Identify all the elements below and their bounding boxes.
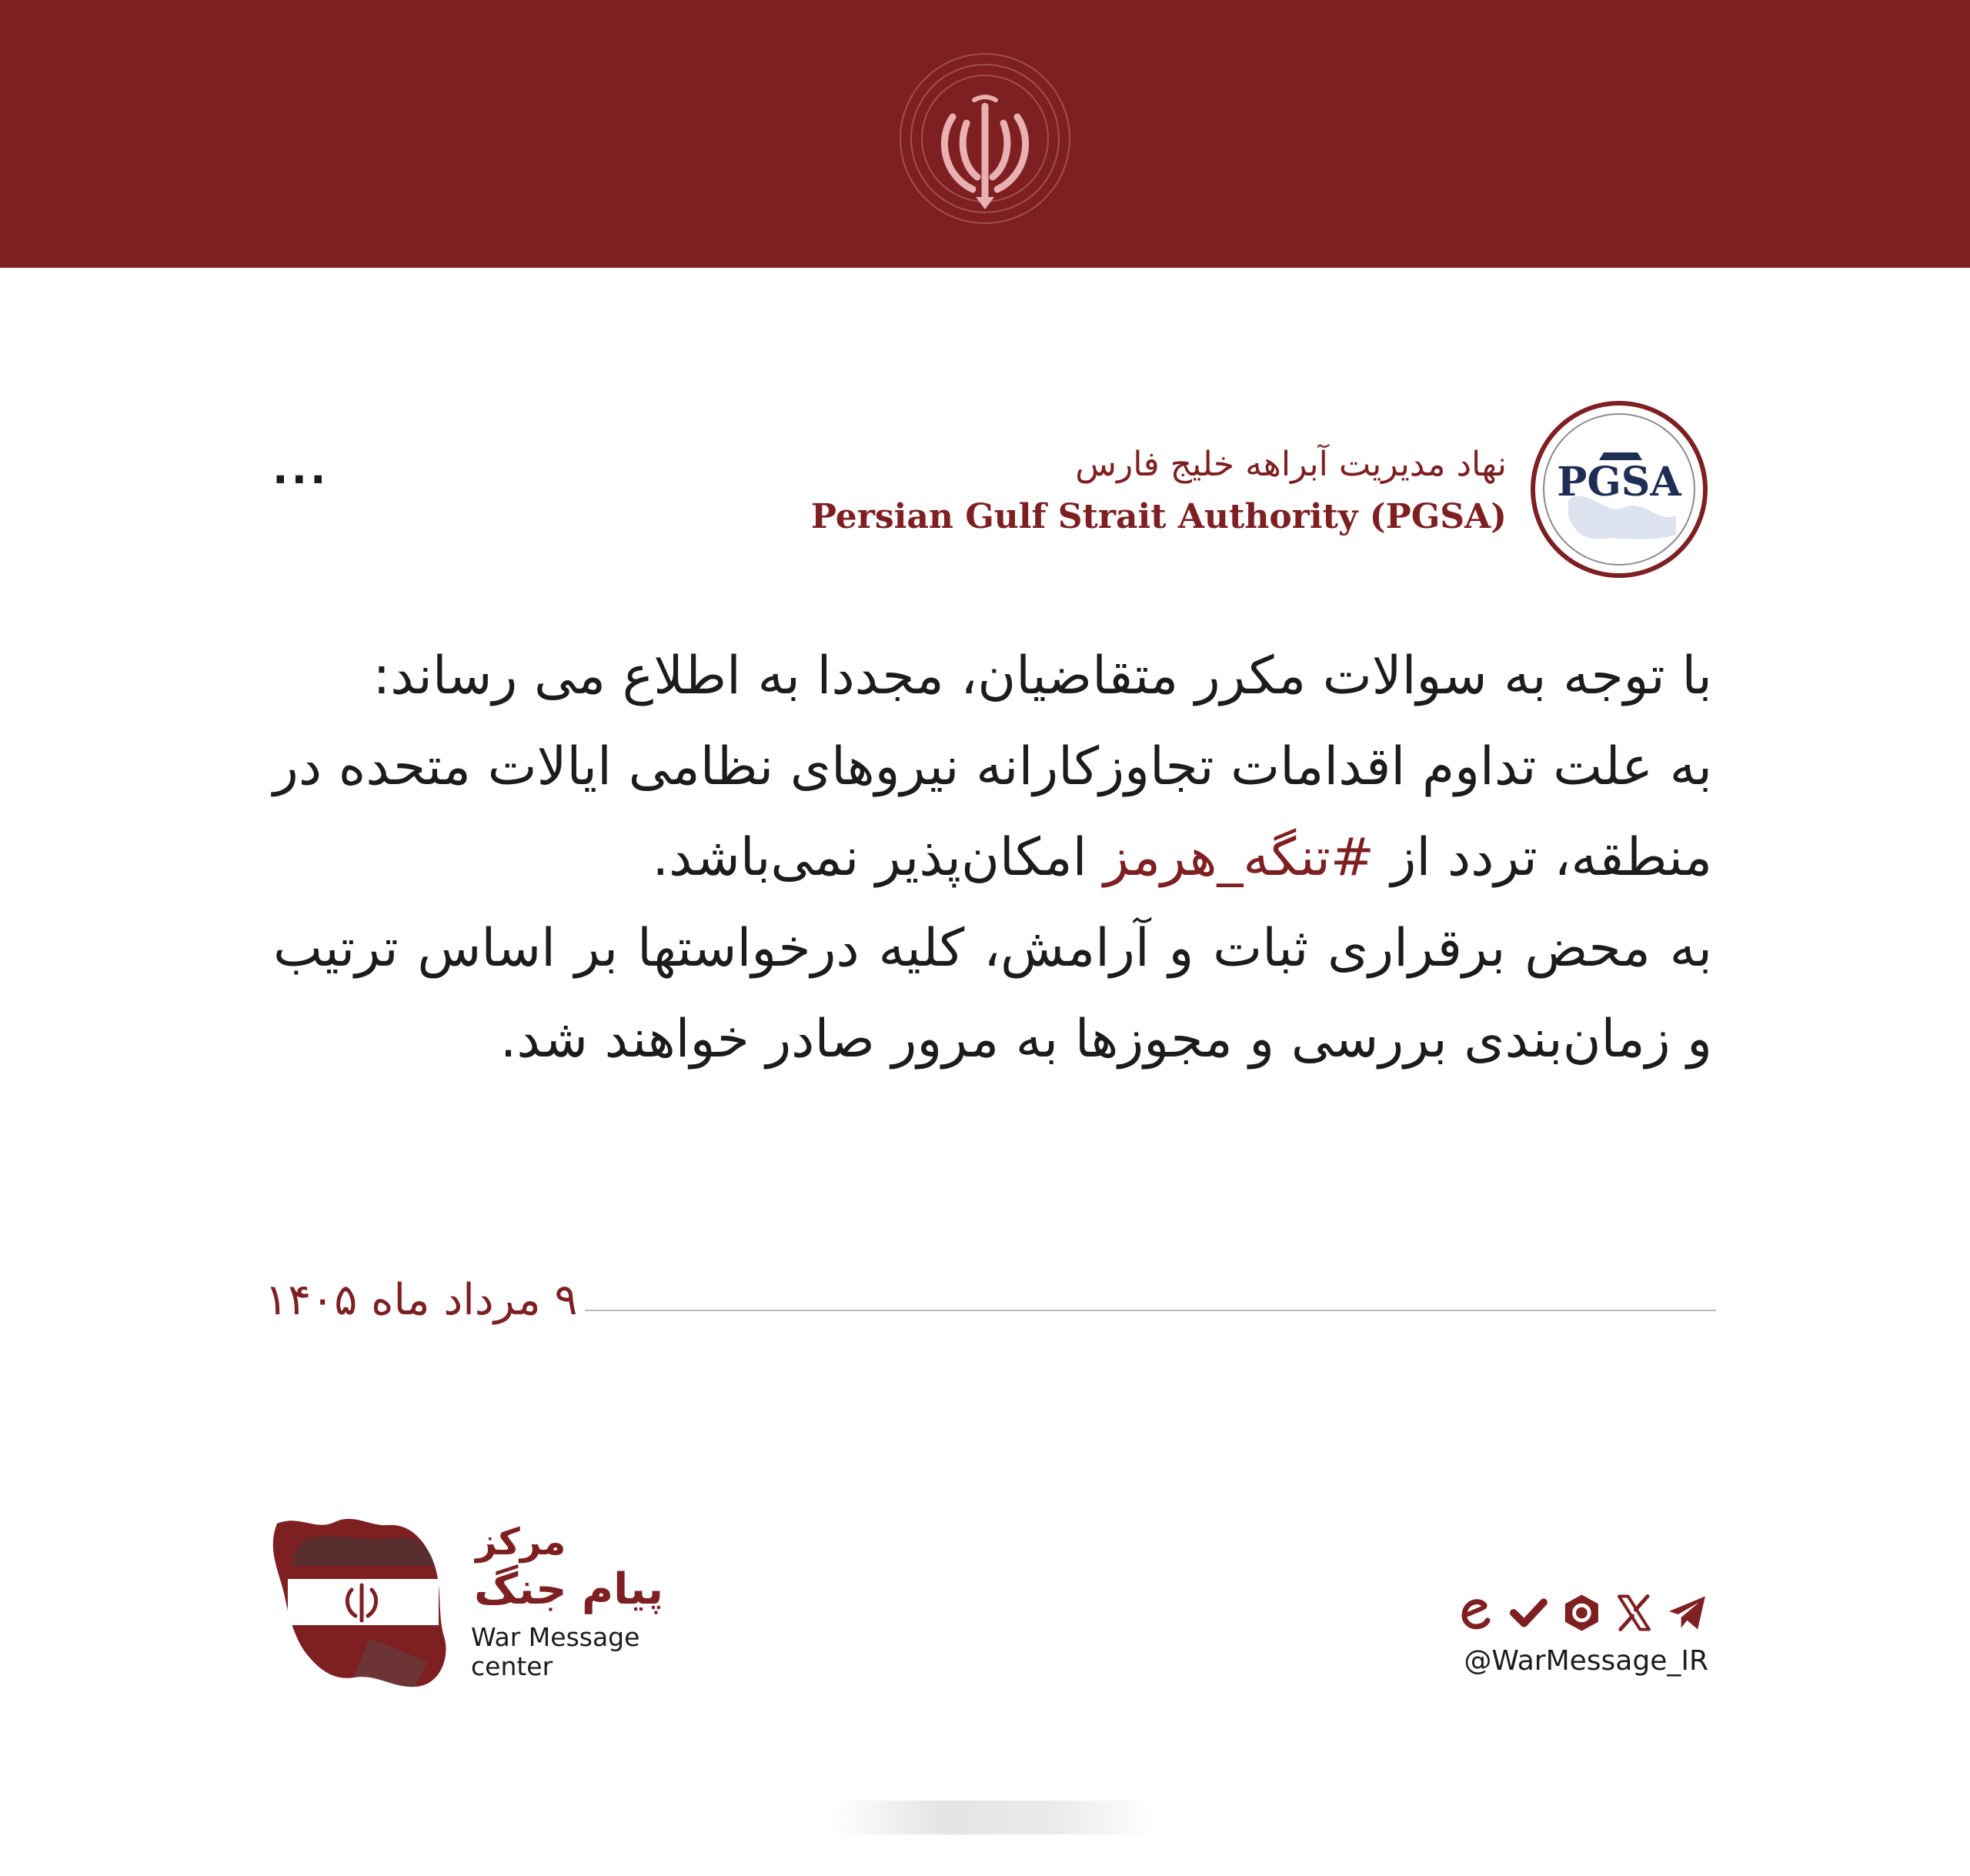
author-name-fa[interactable]: نهاد مدیریت آبراهه خلیج فارس bbox=[1075, 445, 1507, 484]
telegram-icon[interactable] bbox=[1666, 1591, 1708, 1634]
post-body bbox=[273, 631, 1712, 1085]
brand-name-fa-line2: پیام جنگ bbox=[474, 1564, 664, 1614]
brand-block bbox=[471, 1520, 671, 1681]
author-names bbox=[811, 443, 1507, 542]
post-date: ۹ مرداد ماه ۱۴۰۵ bbox=[265, 1275, 578, 1325]
brand-name-fa-line1: مرکز bbox=[476, 1520, 566, 1564]
body-paragraph-1: با توجه به سوالات مکرر متقاضیان، مجددا به اطلاع می رساند: bbox=[372, 646, 1712, 706]
top-banner bbox=[0, 0, 1970, 268]
social-handle[interactable]: @WarMessage_IR bbox=[1464, 1645, 1708, 1677]
post-header bbox=[262, 400, 1708, 585]
social-block bbox=[1454, 1591, 1708, 1677]
social-icons bbox=[1454, 1591, 1708, 1637]
brand-name-en: War Message center bbox=[471, 1622, 640, 1681]
date-row bbox=[262, 1270, 1716, 1339]
iran-map-flag-icon bbox=[262, 1508, 454, 1701]
x-icon[interactable] bbox=[1613, 1591, 1655, 1634]
pgsa-seal-icon[interactable] bbox=[1530, 400, 1708, 579]
eitaa-icon[interactable] bbox=[1454, 1591, 1497, 1634]
rubika-icon[interactable] bbox=[1561, 1591, 1603, 1634]
body-text-after-hashtag: امکان‌پذیر نمی‌باشد. bbox=[652, 827, 1104, 888]
body-paragraph-3: به محض برقراری ثبات و آرامش، کلیه درخواستها بر اساس ترتیب و زمان‌بندی بررسی و مجوزها به مرور صادر خواهند شد. bbox=[273, 918, 1712, 1070]
body-text-before-hashtag: به علت تداوم اقدامات تجاوزکارانه نیروهای نظامی ایالات متحده در منطقه، تردد از bbox=[273, 736, 1712, 888]
avatar-text: PGSA bbox=[1557, 459, 1681, 506]
emblem-of-iran-icon bbox=[893, 46, 1077, 231]
bottom-smudge bbox=[831, 1801, 1154, 1834]
bale-icon[interactable] bbox=[1508, 1591, 1550, 1634]
author-name-en[interactable]: Persian Gulf Strait Authority (PGSA) bbox=[810, 497, 1507, 536]
body-paragraph-2 bbox=[273, 722, 1712, 903]
hashtag-link[interactable]: #تنگه_هرمز bbox=[1104, 827, 1374, 888]
divider bbox=[585, 1310, 1716, 1311]
more-options-button[interactable]: ... bbox=[272, 445, 329, 493]
